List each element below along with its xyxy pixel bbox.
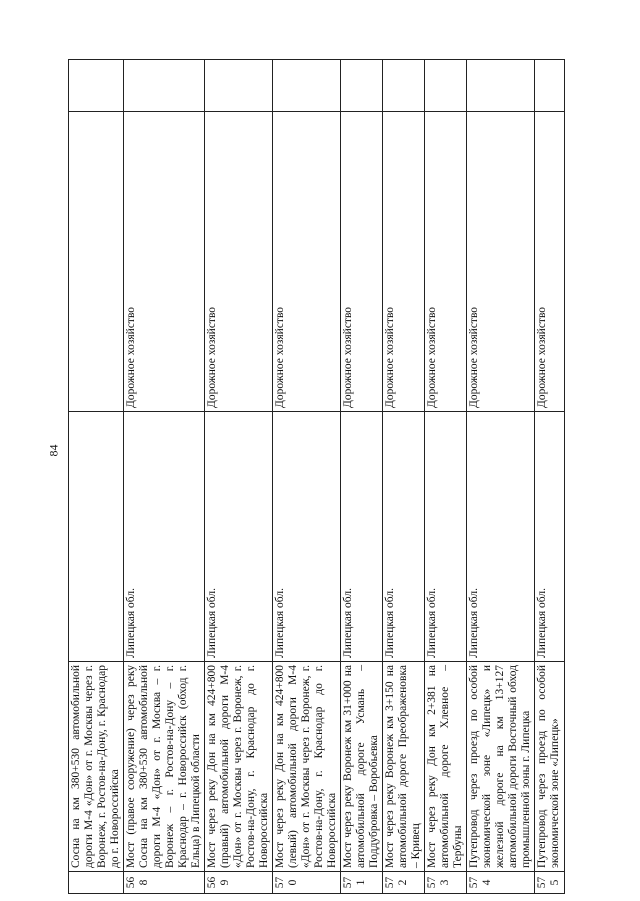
category: Дорожное хозяйство — [205, 112, 273, 412]
page-number: 84 — [46, 444, 61, 457]
region — [69, 412, 124, 662]
empty-cell — [467, 60, 535, 112]
region: Липецкая обл. — [124, 412, 205, 662]
empty-cell — [124, 60, 205, 112]
table-row — [425, 60, 467, 894]
object-name: Мост через реку Дон на км 424+800 (левый) автомобильной дороги М-4 «Дон» от г. Москвы через г. Воронеж, г. Ростов-на-Дону, г. Краснодар до г. Новороссийска — [273, 662, 341, 872]
row-number: 573 — [425, 872, 467, 894]
table-row — [341, 60, 383, 894]
category — [69, 112, 124, 412]
empty-cell — [205, 60, 273, 112]
empty-cell — [273, 60, 341, 112]
empty-cell — [341, 60, 383, 112]
empty-cell — [535, 60, 565, 112]
object-name: Путепровод через проезд по особой экономической зоне «Липецк» — [535, 662, 565, 872]
region: Липецкая обл. — [205, 412, 273, 662]
region: Липецкая обл. — [341, 412, 383, 662]
row-number: 575 — [535, 872, 565, 894]
row-number: 570 — [273, 872, 341, 894]
row-number: 568 — [124, 872, 205, 894]
row-number: 569 — [205, 872, 273, 894]
object-name: Мост через реку Дон км 2+381 на автомобильной дороге Хлевное – Тербуны — [425, 662, 467, 872]
category: Дорожное хозяйство — [341, 112, 383, 412]
row-number: 572 — [383, 872, 425, 894]
rotated-table-container — [68, 60, 600, 894]
row-number — [69, 872, 124, 894]
category: Дорожное хозяйство — [425, 112, 467, 412]
table-row — [124, 60, 205, 894]
object-name: Сосна на км 380+530 автомобильной дороги М-4 «Дон» от г. Москвы через г. Воронеж, г. Ростов-на-Дону, г. Краснодар до г. Новороссийска — [69, 662, 124, 872]
category: Дорожное хозяйство — [273, 112, 341, 412]
region: Липецкая обл. — [535, 412, 565, 662]
object-name: Мост через реку Воронеж км 31+000 на автомобильной дороге Усмань – Поддубровка – Воробьевка — [341, 662, 383, 872]
object-name: Мост через реку Дон на км 424+800 (правый) автомобильной дороги М-4 «Дон» от г. Москвы через г. Воронеж, г. Ростов-на-Дону, г. Краснодар до г. Новороссийска — [205, 662, 273, 872]
region: Липецкая обл. — [383, 412, 425, 662]
table-row — [273, 60, 341, 894]
object-name: Мост через реку Воронеж км 3+150 на автомобильной дороге Преображеновка – Кривец — [383, 662, 425, 872]
table-row — [467, 60, 535, 894]
empty-cell — [383, 60, 425, 112]
category: Дорожное хозяйство — [124, 112, 205, 412]
table-row — [535, 60, 565, 894]
empty-cell — [69, 60, 124, 112]
table-row — [69, 60, 124, 894]
category: Дорожное хозяйство — [383, 112, 425, 412]
region: Липецкая обл. — [467, 412, 535, 662]
table-row — [383, 60, 425, 894]
row-number: 571 — [341, 872, 383, 894]
empty-cell — [425, 60, 467, 112]
region: Липецкая обл. — [273, 412, 341, 662]
table-row — [205, 60, 273, 894]
infrastructure-table — [68, 59, 565, 894]
row-number: 574 — [467, 872, 535, 894]
category: Дорожное хозяйство — [535, 112, 565, 412]
category: Дорожное хозяйство — [467, 112, 535, 412]
object-name: Мост (правое сооружение) через реку Сосна на км 380+530 автомобильной дороги М-4 «Дон» от г. Москва – г. Воронеж – г. Ростов-на-Дону – г. Краснодар – г. Новороссийск (обход г. Ельца) в Липецкой области — [124, 662, 205, 872]
region: Липецкая обл. — [425, 412, 467, 662]
object-name: Путепровод через проезд по особой экономической зоне «Липецк» и железной дороге на км 13+127 автомобильной дороги Восточный обход промышленной зоны г. Липецка — [467, 662, 535, 872]
